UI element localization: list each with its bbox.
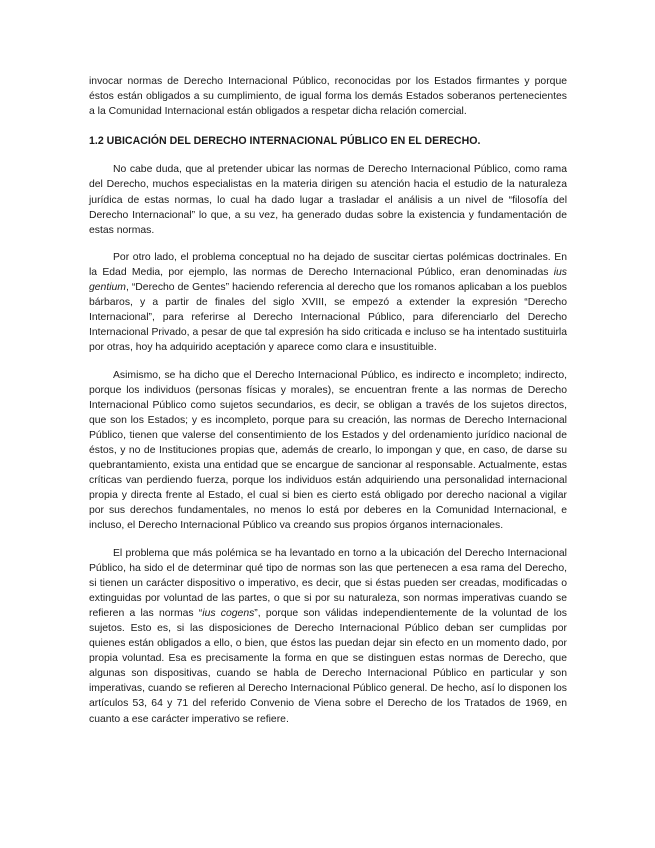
paragraph-4 xyxy=(89,546,567,727)
section-heading: 1.2 UBICACIÓN DEL DERECHO INTERNACIONAL PÚBLICO EN EL DERECHO. xyxy=(89,135,481,148)
document-page xyxy=(89,74,567,739)
paragraph-1: No cabe duda, que al pretender ubicar las normas de Derecho Internacional Público, como rama del Derecho, muchos especialistas en la materia dirigen su atención hacia el estudio de la naturaleza jurídica de estas normas, lo cual ha dado lugar a trasladar el análisis a un nivel de “filosofía del Derecho Internacional” lo que, a su vez, ha generado dudas sobre la existencia y fundamentación de estas normas. xyxy=(89,164,567,236)
paragraph-2-text-a: Por otro lado, el problema conceptual no ha dejado de suscitar ciertas polémicas doctrinales. En la Edad Media, por ejemplo, las normas de Derecho Internacional Público, eran denominadas xyxy=(89,251,567,278)
paragraph-4-italic-term: ius cogens xyxy=(202,607,255,619)
paragraph-2-italic-term: ius gentium xyxy=(89,266,567,294)
paragraph-3: Asimismo, se ha dicho que el Derecho Internacional Público, es indirecto e incompleto; indirecto, porque los individuos (personas físicas y morales), se encuentran frente a las normas de Derecho Internacional Público como sujetos secundarios, es decir, se obligan a través de los sujetos directos, que son los Estados; y es incompleto, porque para su creación, las normas de Derecho Internacional Público, tienen que valerse del consentimiento de los Estados y del ordenamiento jurídico nacional de éstos, y no de Instituciones propias que, además de crearlo, lo impongan y que, en caso, de darse su quebrantamiento, exista una entidad que se encargue de sancionar al responsable. Actualmente, estas críticas van perdiendo fuerza, porque los individuos están adquiriendo una personalidad internacional propia y directa frente al Estado, el cual si bien es cierto está obligado por derecho nacional a vigilar por sus derechos fundamentales, no menos lo está por deberes en la Comunidad Internacional, e incluso, el Derecho Internacional Público va creando sus propios órganos internacionales. xyxy=(89,369,567,532)
paragraph-4-text-b: ”, porque son válidas independientemente de la voluntad de los sujetos. Esto es, si las disposiciones de Derecho Internacional Público deban ser cumplidas por quienes están obligados a ello, o bien, que éstos las puedan dejar sin efecto en un momento dado, por propia voluntad. Esa es precisamente la forma en que se distinguen estas normas de Derecho, que algunas son dispositivas, cuando se habla de Derecho Internacional Público en particular y son imperativas, cuando se refieren al Derecho Internacional Público general. De hecho, así lo disponen los artículos 53, 64 y 71 del referido Convenio de Viena sobre el Derecho de los Tratados de 1969, en cuanto a ese carácter imperativo se refiere. xyxy=(89,607,567,725)
paragraph-2-text-b: , “Derecho de Gentes” haciendo referencia al derecho que los romanos aplicaban a los pueblos bárbaros, y a partir de finales del siglo XVIII, se empezó a extender la expresión “Derecho Internacional”, para referirse al Derecho Internacional Público, para diferenciarlo del Derecho Internacional Privado, a pesar de que tal expresión ha sido criticada e incluso se ha intentado sustituirla por otras, hoy ha adquirido aceptación y aparece como clara e insustituible. xyxy=(89,282,567,354)
paragraph-4-text-a: El problema que más polémica se ha levantado en torno a la ubicación del Derecho Internacional Público, ha sido el de determinar qué tipo de normas son las que pertenecen a esa rama del Derecho, si tienen un carácter dispositivo o imperativo, es decir, que si éstas pueden ser creadas, modificadas o extinguidas por voluntad de las partes, o que si por su naturaleza, son normas imperativas cuando se refieren a las normas “ xyxy=(89,547,567,619)
paragraph-2 xyxy=(89,250,567,356)
intro-paragraph: invocar normas de Derecho Internacional Público, reconocidas por los Estados firmantes y porque éstos están obligados a su cumplimiento, de igual forma los demás Estados soberanos pertenecientes a la Comunidad Internacional están obligados a respetar dicha relación comercial. xyxy=(89,76,567,118)
